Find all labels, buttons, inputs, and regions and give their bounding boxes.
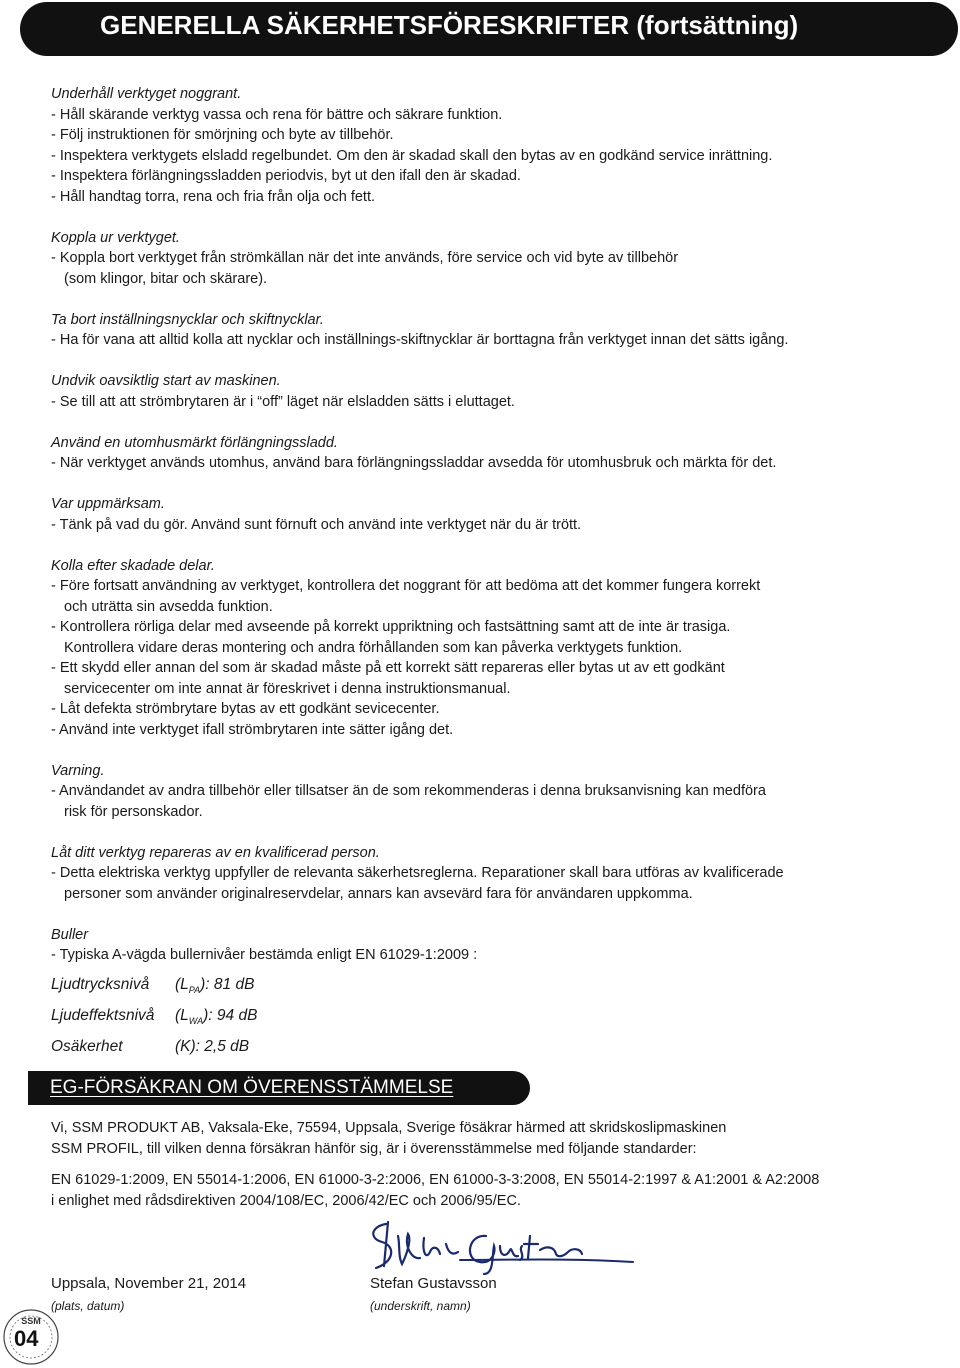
bullet-line: - Se till att att strömbrytaren är i “off” läget när elsladden sätts i eluttaget. [51, 393, 515, 410]
bullet-line: - Håll skärande verktyg vassa och rena för bättre och säkrare funktion. [51, 106, 503, 123]
section-heading: Buller [51, 926, 89, 943]
section-heading: Låt ditt verktyg repareras av en kvalificerad person. [51, 844, 380, 861]
standards-text [51, 1170, 960, 1211]
noise-label: Ljudeffektsnivå [51, 1006, 155, 1024]
safety-content [51, 84, 946, 1059]
section-disconnect [51, 228, 946, 290]
noise-symbol-open: (L [175, 975, 189, 993]
section-heading: Använd en utomhusmärkt förlängningssladd. [51, 434, 338, 451]
noise-symbol-close: ): [200, 975, 210, 993]
noise-symbol-close: ): [203, 1006, 213, 1024]
declaration-text [51, 1118, 956, 1159]
section-noise [51, 925, 946, 1059]
noise-value: 2,5 dB [204, 1037, 250, 1055]
section-heading: Underhåll verktyget noggrant. [51, 86, 242, 102]
bullet-line: Kontrollera vidare deras montering och andra förhållanden som kan påverka verktygets funktion. [64, 639, 683, 656]
bullet-line: - Håll handtag torra, rena och fria från olja och fett. [51, 188, 376, 205]
noise-symbol-sub: WA [188, 1015, 204, 1026]
header-bar [20, 2, 958, 56]
bullet-line: - När verktyget används utomhus, använd bara förlängningssladdar avsedda för utomhusbruk och märkta för det. [51, 455, 777, 471]
bullet-line: - Koppla bort verktyget från strömkällan när det inte används, före service och vid byte av tillbehör [51, 250, 679, 266]
declaration-line: SSM PROFIL, till vilken denna försäkran hänför sig, är i överensstämmelse med följande standarder: [51, 1140, 697, 1157]
noise-symbol-open: (L [175, 1006, 189, 1024]
bullet-line: - Använd inte verktyget ifall strömbrytaren inte sätter igång det. [51, 721, 454, 738]
noise-row-uncertainty [51, 1034, 946, 1059]
bullet-line: risk för personskador. [64, 803, 203, 820]
section-remove-keys [51, 310, 946, 351]
bullet-line: - Kontrollera rörliga delar med avseende på korrekt uppriktning och fastsättning samt att de inte är trasiga. [51, 619, 731, 635]
bullet-line: - Inspektera förlängningssladden periodvis, byt ut den ifall den är skadad. [51, 168, 521, 184]
bullet-line: - Tänk på vad du gör. Använd sunt förnuft och använd inte verktyget när du är trött. [51, 516, 582, 533]
section-heading: Undvik oavsiktlig start av maskinen. [51, 373, 281, 389]
place-date: Uppsala, November 21, 2014 [51, 1275, 247, 1292]
bullet-line: och uträtta sin avsedda funktion. [64, 598, 273, 615]
section-alert [51, 494, 946, 535]
section-maintenance [51, 84, 946, 207]
noise-row-power [51, 1003, 946, 1034]
section-heading: Var uppmärksam. [51, 496, 165, 512]
noise-row-pressure [51, 972, 946, 1003]
bullet-line: (som klingor, bitar och skärare). [64, 270, 268, 287]
noise-value: 81 dB [213, 975, 255, 993]
standards-line: i enlighet med rådsdirektiven 2004/108/EC, 2006/42/EC och 2006/95/EC. [51, 1192, 521, 1209]
bullet-line: - Ett skydd eller annan del som är skadad måste på ett korrekt sätt repareras eller bytas ut av ett godkänt [51, 660, 725, 676]
noise-value: 94 dB [216, 1006, 258, 1024]
section-warning [51, 761, 946, 823]
bullet-line: - Låt defekta strömbrytare bytas av ett godkänt sevicecenter. [51, 701, 440, 717]
bullet-line: - Användandet av andra tillbehör eller tillsatser än de som rekommenderas i denna bruksanvisning kan medföra [51, 783, 766, 799]
noise-label: Osäkerhet [51, 1037, 123, 1055]
declaration-line: Vi, SSM PRODUKT AB, Vaksala-Eke, 75594, Uppsala, Sverige fösäkrar härmed att skridskoslipmaskinen [51, 1120, 727, 1136]
signature [368, 1216, 638, 1276]
section-heading: Kolla efter skadade delar. [51, 557, 215, 574]
declaration-title-bar [28, 1071, 530, 1105]
signer-name: Stefan Gustavsson [370, 1275, 497, 1292]
signer-caption: (underskrift, namn) [370, 1299, 471, 1313]
noise-symbol-open: (K): [175, 1037, 200, 1055]
bullet-line: servicecenter om inte annat är föreskrivet i denna instruktionsmanual. [64, 680, 511, 697]
noise-values [51, 972, 946, 1059]
noise-symbol-sub: PA [188, 984, 201, 995]
bullet-line: - Inspektera verktygets elsladd regelbundet. Om den är skadad skall den bytas av en godkänd service inrättning. [51, 147, 773, 164]
section-heading: Ta bort inställningsnycklar och skiftnycklar. [51, 311, 324, 328]
bullet-line: - Detta elektriska verktyg uppfyller de relevanta säkerhetsreglerna. Reparationer skall bara utföras av kvalificerade [51, 865, 784, 881]
page-number: 04 [14, 1326, 39, 1351]
bullet-line: - Före fortsatt användning av verktyget, kontrollera det noggrant för att bedöma att det kommer fungera korrekt [51, 578, 761, 594]
place-date-caption: (plats, datum) [51, 1299, 125, 1313]
bullet-line: - Ha för vana att alltid kolla att nycklar och inställnings-skiftnycklar är borttagna från verktyget innan det sätts igång. [51, 332, 789, 348]
section-repair [51, 843, 946, 905]
noise-label: Ljudtrycksnivå [51, 975, 150, 993]
section-unintended-start [51, 371, 946, 412]
section-outdoor-cord [51, 433, 946, 474]
svg-text:SSM: SSM [21, 1316, 41, 1326]
page-title: GENERELLA SÄKERHETSFÖRESKRIFTER (fortsättning) [100, 10, 799, 40]
declaration-title: EG-FÖRSÄKRAN OM ÖVERENSSTÄMMELSE [50, 1077, 454, 1098]
bullet-line: personer som använder originalreservdelar, annars kan avsevärd fara för användaren uppkomma. [64, 885, 693, 902]
standards-line: EN 61029-1:2009, EN 55014-1:2006, EN 61000-3-2:2006, EN 61000-3-3:2008, EN 55014-2:1997 & A1:2001 & A2:2008 [51, 1172, 820, 1188]
noise-intro: - Typiska A-vägda bullernivåer bestämda enligt EN 61029-1:2009 : [51, 947, 478, 963]
section-damaged-parts [51, 556, 946, 741]
bullet-line: - Följ instruktionen för smörjning och byte av tillbehör. [51, 127, 394, 143]
section-heading: Koppla ur verktyget. [51, 229, 180, 246]
section-heading: Varning. [51, 762, 105, 779]
